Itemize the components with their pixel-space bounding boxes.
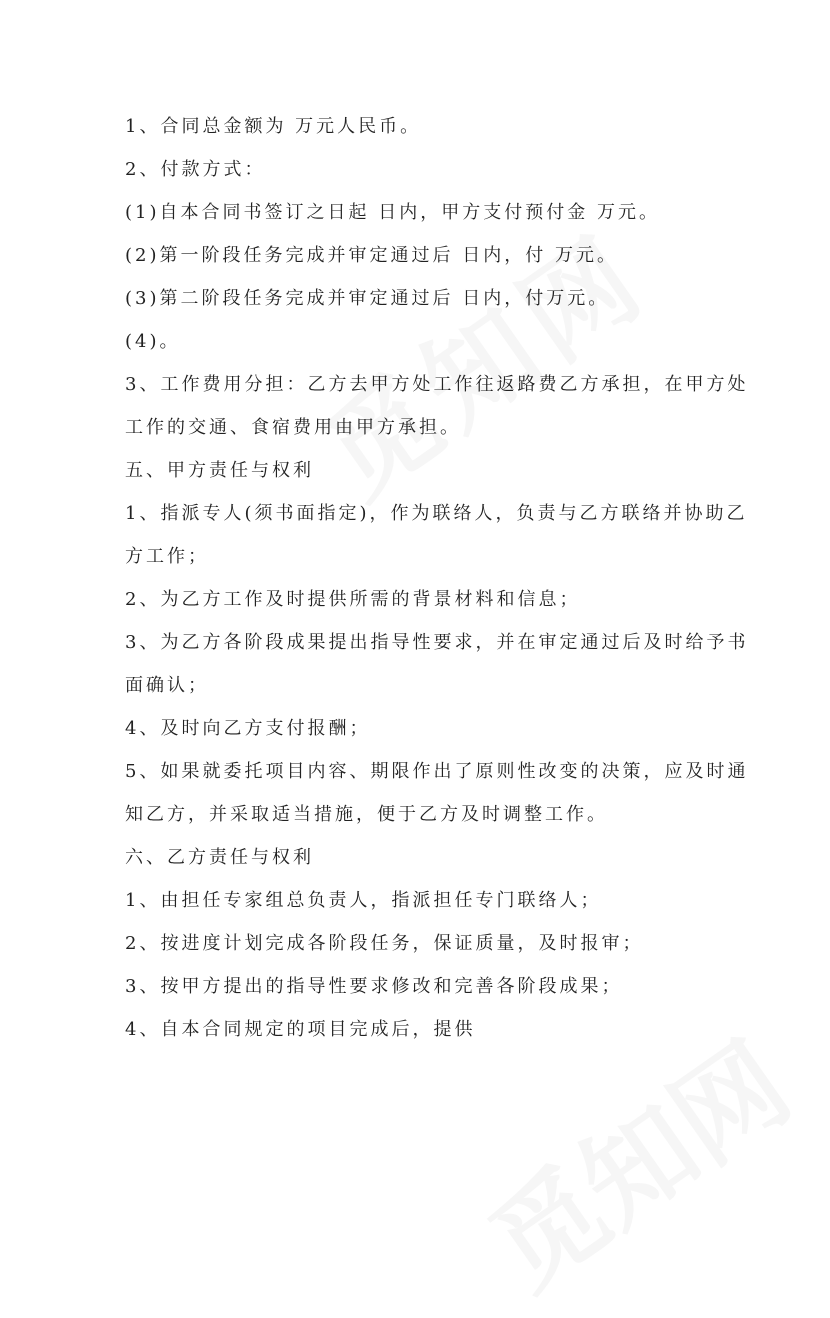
text-line: 1、合同总金额为 万元人民币。 xyxy=(125,116,422,137)
text-line: 工作的交通、食宿费用由甲方承担。 xyxy=(125,417,461,438)
text-line: 2、为乙方工作及时提供所需的背景材料和信息； xyxy=(125,589,581,610)
text-line: 3、按甲方提出的指导性要求修改和完善各阶段成果； xyxy=(125,976,623,997)
text-line: 知乙方，并采取适当措施，便于乙方及时调整工作。 xyxy=(125,804,608,825)
text-line: 2、付款方式： xyxy=(125,159,266,180)
text-line: 4、自本合同规定的项目完成后，提供 xyxy=(125,1019,476,1040)
text-line: (4)。 xyxy=(125,331,181,352)
text-line: 1、由担任专家组总负责人，指派担任专门联络人； xyxy=(125,890,602,911)
section-heading: 六、乙方责任与权利 xyxy=(125,847,314,868)
text-line: 5、如果就委托项目内容、期限作出了原则性改变的决策，应及时通 xyxy=(125,761,749,782)
text-line: 4、及时向乙方支付报酬； xyxy=(125,718,371,739)
text-line: 1、指派专人(须书面指定)，作为联络人，负责与乙方联络并协助乙 xyxy=(125,503,748,524)
text-line: (1)自本合同书签订之日起 日内，甲方支付预付金 万元。 xyxy=(125,202,660,223)
text-line: 方工作； xyxy=(125,546,209,567)
section-heading: 五、甲方责任与权利 xyxy=(125,460,314,481)
text-line: (2)第一阶段任务完成并审定通过后 日内，付 万元。 xyxy=(125,245,618,266)
text-line: 3、为乙方各阶段成果提出指导性要求，并在审定通过后及时给予书 xyxy=(125,632,749,653)
text-line: 2、按进度计划完成各阶段任务，保证质量，及时报审； xyxy=(125,933,644,954)
text-line: 面确认； xyxy=(125,675,209,696)
text-line: (3)第二阶段任务完成并审定通过后 日内，付万元。 xyxy=(125,288,610,309)
text-line: 3、工作费用分担：乙方去甲方处工作往返路费乙方承担，在甲方处 xyxy=(125,374,749,395)
document-body xyxy=(125,105,749,1051)
